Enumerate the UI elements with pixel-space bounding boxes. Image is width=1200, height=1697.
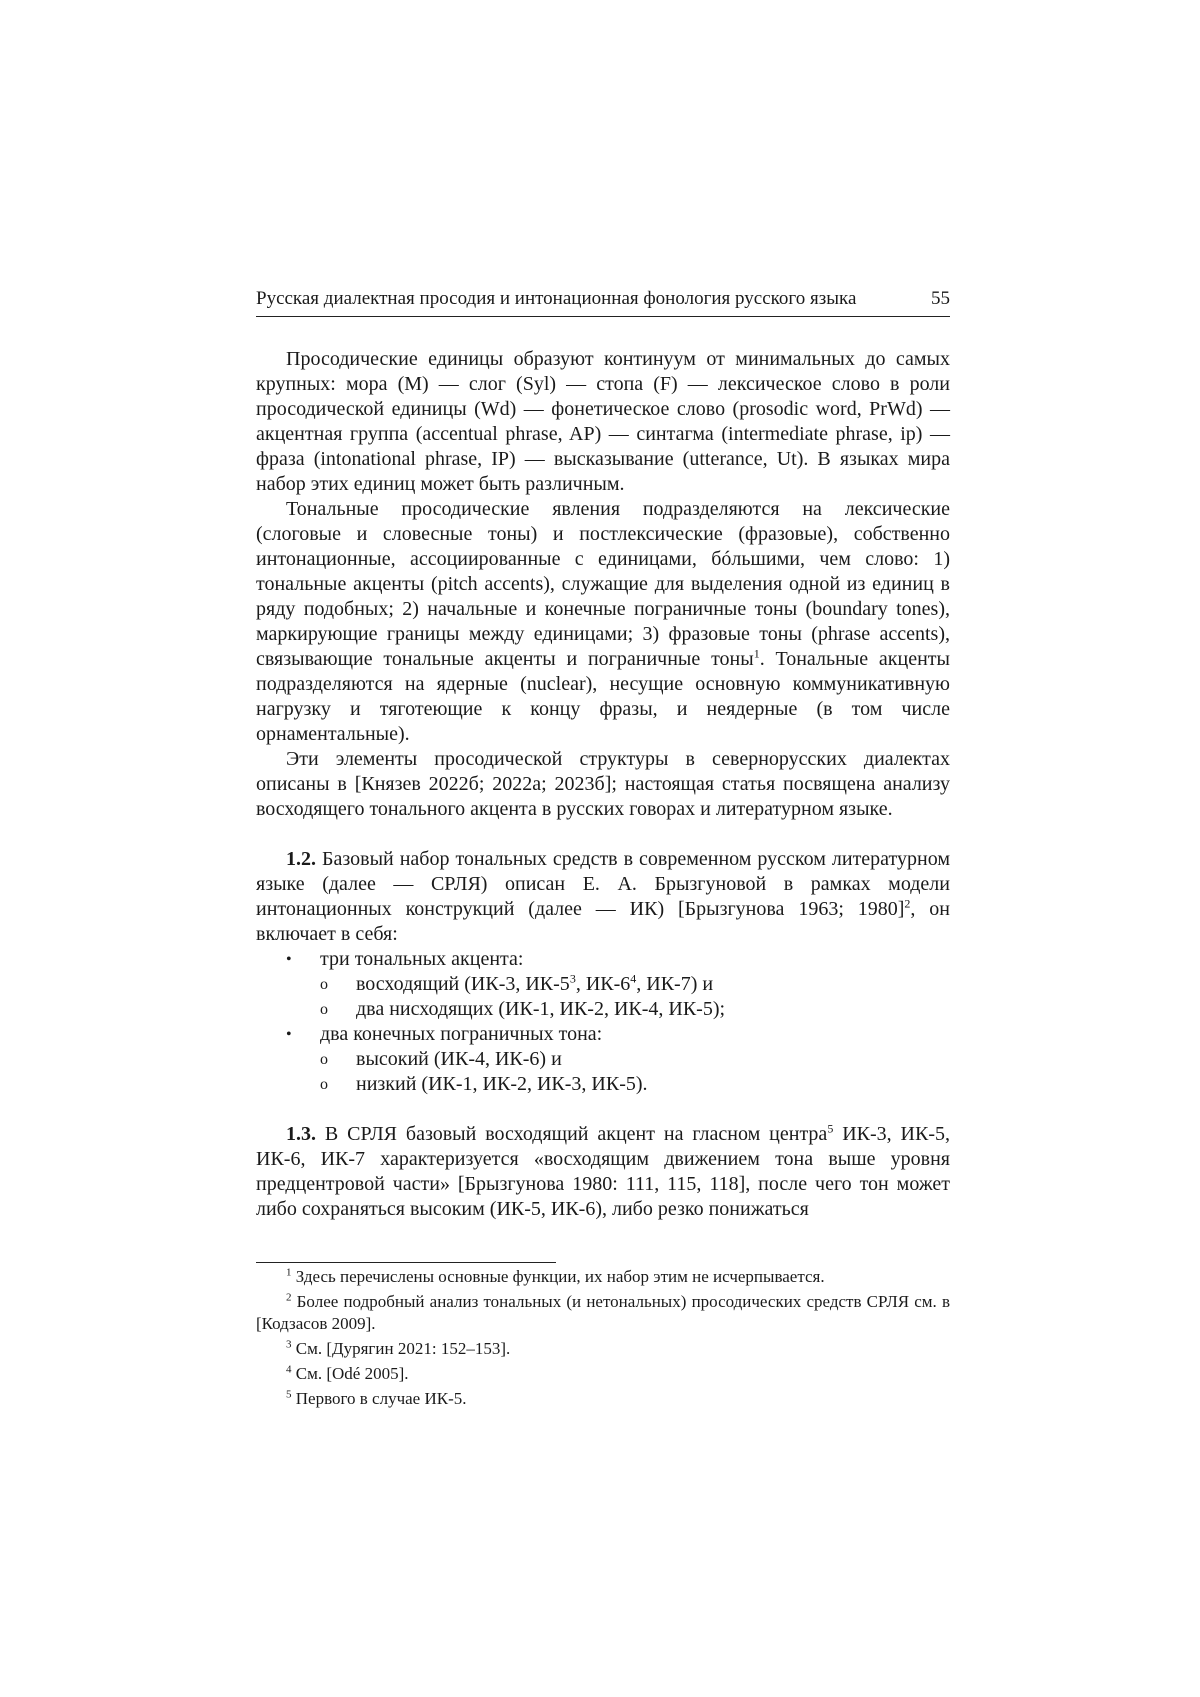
footnote-number: 4	[286, 1363, 292, 1376]
footnote-ref-1[interactable]: 1	[753, 646, 760, 661]
page-number: 55	[931, 288, 950, 309]
section-number: 1.2.	[286, 848, 316, 870]
footnote-text: Здесь перечислены основные функции, их набор этим не исчерпывается.	[291, 1267, 825, 1286]
sub-list-text: , ИК-6	[575, 973, 631, 995]
footnotes	[256, 1262, 950, 1410]
paragraph-2	[256, 497, 950, 747]
sub-list-item	[320, 972, 950, 997]
list-item-label: два конечных пограничных тона:	[320, 1023, 603, 1045]
section-1-2-text-a: Базовый набор тональных средств в современном русском литературном языке (далее — СРЛЯ) описан Е. А. Брызгуновой в рамках модели интонационных конструкций (далее — ИК) [Брызгунова 1963; 1980]	[256, 848, 950, 920]
footnote-text: Первого в случае ИК-5.	[291, 1389, 467, 1408]
bullet-icon: •	[286, 1026, 292, 1043]
circle-bullet-icon: o	[320, 1051, 328, 1068]
section-1-3-text-a: В СРЛЯ базовый восходящий акцент на гласном центра	[316, 1123, 828, 1145]
footnote-ref-4[interactable]: 4	[630, 971, 637, 986]
footnote-text: Более подробный анализ тональных (и нетональных) просодических средств СРЛЯ см. в [Кодзасов 2009].	[256, 1292, 950, 1333]
list-item	[256, 947, 950, 1022]
footnote	[256, 1291, 950, 1335]
footnote	[256, 1266, 950, 1288]
footnote-ref-5[interactable]: 5	[827, 1121, 834, 1136]
body-text	[256, 347, 950, 1222]
sub-list-text: высокий (ИК-4, ИК-6) и	[356, 1048, 562, 1070]
footnote-number: 3	[286, 1338, 292, 1351]
circle-bullet-icon: o	[320, 976, 328, 993]
section-1-2-text-b: , он включает в себя:	[256, 898, 951, 945]
list-item-label: три тональных акцента:	[320, 948, 524, 970]
footnote-text: См. [Дурягин 2021: 152–153].	[291, 1339, 511, 1358]
sub-list	[320, 972, 950, 1022]
sub-list	[320, 1047, 950, 1097]
sub-list-item	[320, 1072, 950, 1097]
footnote-number: 2	[286, 1291, 292, 1304]
running-header	[256, 288, 950, 317]
sub-list-text: , ИК-7) и	[636, 973, 714, 995]
section-number: 1.3.	[286, 1123, 316, 1145]
section-1-3-text-b: ИК-3, ИК-5, ИК-6, ИК-7 характеризуется «восходящим движением тона выше уровня предцентровой части» [Брызгунова 1980: 111, 115, 118], после чего тон может либо сохраняться высоким (ИК-5, ИК-6), либо резко понижаться	[256, 1123, 950, 1220]
circle-bullet-icon: o	[320, 1076, 328, 1093]
sub-list-text: низкий (ИК-1, ИК-2, ИК-3, ИК-5).	[356, 1073, 648, 1095]
circle-bullet-icon: o	[320, 1001, 328, 1018]
footnote-number: 5	[286, 1388, 292, 1401]
paragraph-2-text-b: . Тональные акценты подразделяются на ядерные (nuclear), несущие основную коммуникативную нагрузку и тяготеющие к концу фразы, и неядерные (в том числе орнаментальные).	[256, 648, 950, 745]
sub-list-item	[320, 997, 950, 1022]
section-1-3-paragraph	[256, 1122, 950, 1222]
bullet-icon: •	[286, 951, 292, 968]
footnote-divider	[256, 1262, 556, 1263]
footnote	[256, 1363, 950, 1385]
sub-list-text: два нисходящих (ИК-1, ИК-2, ИК-4, ИК-5);	[356, 998, 726, 1020]
footnote-ref-3[interactable]: 3	[569, 971, 576, 986]
footnote-text: См. [Odé 2005].	[291, 1364, 409, 1383]
footnote-number: 1	[286, 1266, 292, 1279]
paragraph-2-text-a: Тональные просодические явления подразделяются на лексические (слоговые и словесные тоны) и постлексические (фразовые), собственно интонационные, ассоциированные с единицами, бóльшими, чем слово: 1) тональные акценты (pitch accents), служащие для выделения одной из единиц в ряду подобных; 2) начальные и конечные пограничные тоны (boundary tones), маркирующие границы между единицами; 3) фразовые тоны (phrase accents), связывающие тональные акценты и пограничные тоны	[256, 498, 950, 670]
footnote-ref-2[interactable]: 2	[904, 896, 911, 911]
paragraph-3: Эти элементы просодической структуры в севернорусских диалектах описаны в [Князев 2022б; 2022а; 2023б]; настоящая статья посвящена анализу восходящего тонального акцента в русских говорах и литературном языке.	[256, 748, 950, 820]
paragraph-1: Просодические единицы образуют континуум от минимальных до самых крупных: мора (M) — слог (Syl) — стопа (F) — лексическое слово в роли просодической единицы (Wd) — фонетическое слово (prosodic word, PrWd) — акцентная группа (accentual phrase, AP) — синтагма (intermediate phrase, ip) — фраза (intonational phrase, IP) — высказывание (utterance, Ut). В языках мира набор этих единиц может быть различным.	[256, 348, 950, 495]
sub-list-text: восходящий (ИК-3, ИК-5	[356, 973, 570, 995]
sub-list-item	[320, 1047, 950, 1072]
tone-inventory-list	[256, 947, 950, 1097]
list-item	[256, 1022, 950, 1097]
section-1-2-paragraph	[256, 847, 950, 947]
footnote	[256, 1338, 950, 1360]
running-header-title: Русская диалектная просодия и интонационная фонология русского языка	[256, 288, 857, 309]
footnote	[256, 1388, 950, 1410]
